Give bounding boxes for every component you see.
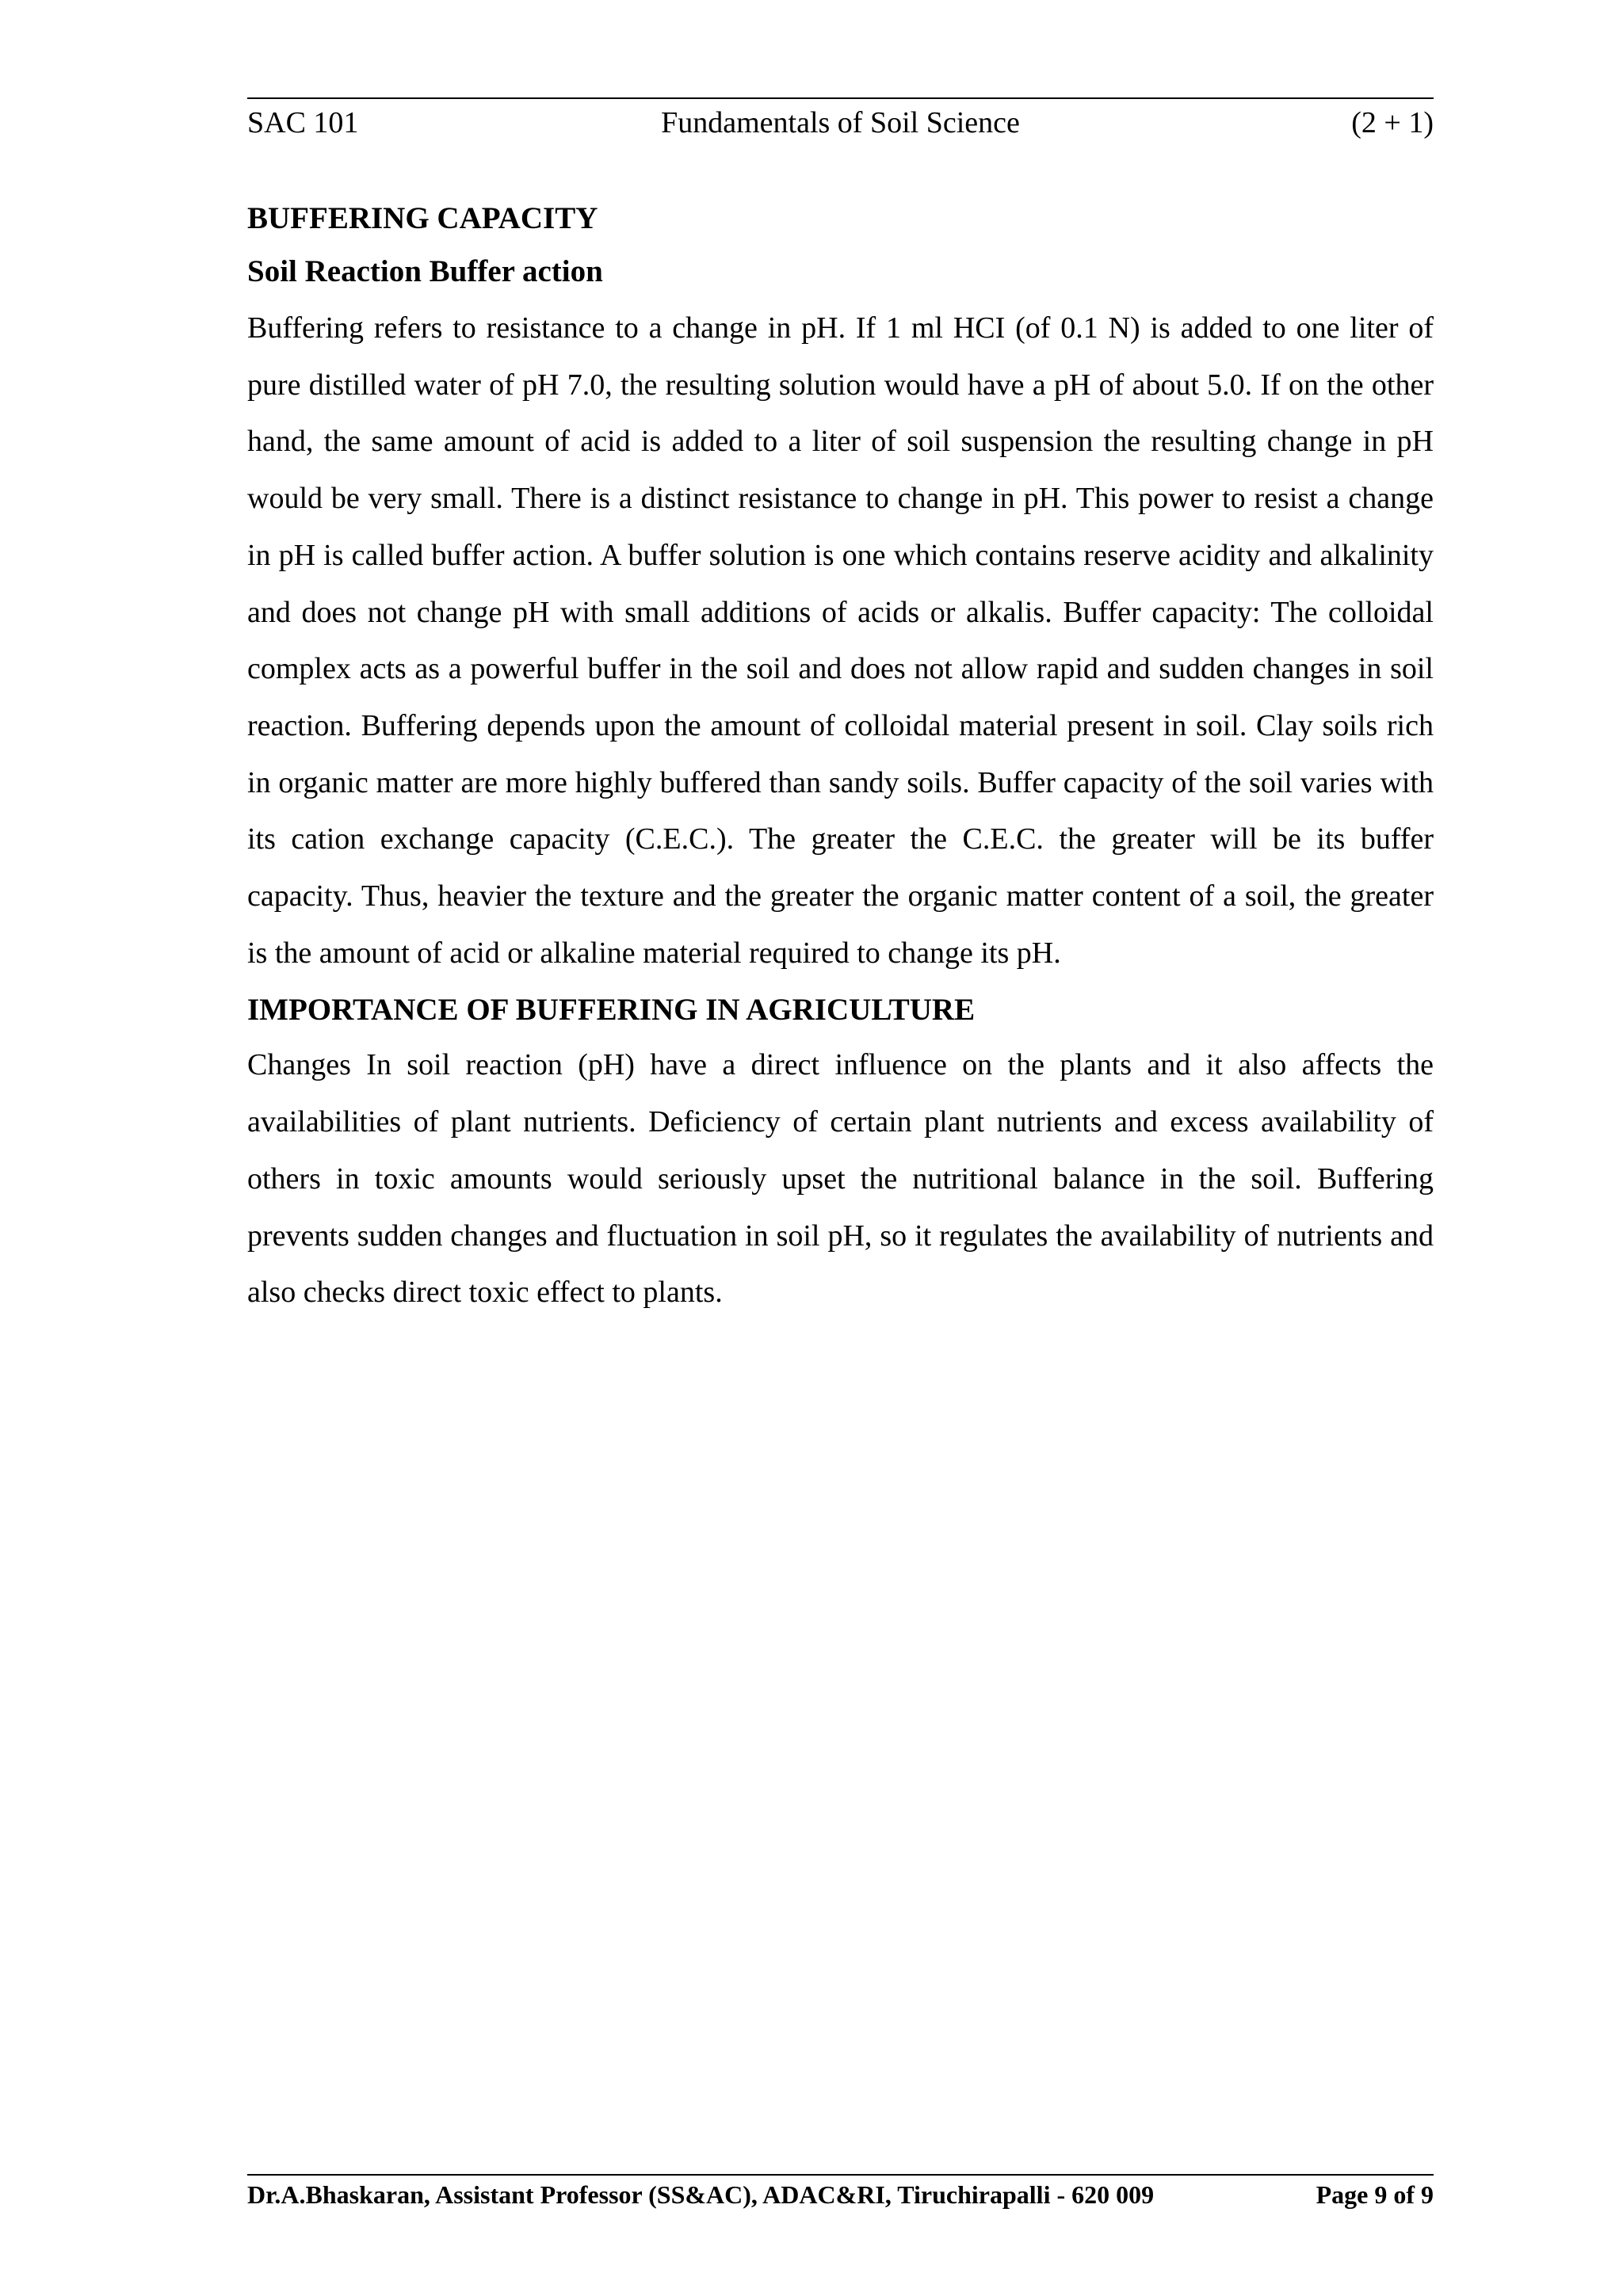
course-title: Fundamentals of Soil Science	[661, 106, 1020, 139]
section-subheading: Soil Reaction Buffer action	[247, 254, 603, 288]
section-heading: BUFFERING CAPACITY	[247, 201, 598, 235]
document-page	[247, 0, 1434, 2296]
section-heading-2: IMPORTANCE OF BUFFERING IN AGRICULTURE	[247, 993, 976, 1028]
footer-author: Dr.A.Bhaskaran, Assistant Professor (SS&AC), ADAC&RI, Tiruchirapalli - 620 009	[247, 2180, 1155, 2209]
course-credits: (2 + 1)	[1351, 106, 1434, 139]
header-rule	[247, 97, 1434, 99]
page-header	[247, 103, 1434, 143]
page-footer	[247, 2177, 1434, 2212]
course-code: SAC 101	[247, 106, 359, 139]
body-paragraph-2: Changes In soil reaction (pH) have a direct influence on the plants and it also affects the availabilities of plant nutrients. Deficiency of certain plant nutrients and excess availability of others in toxic amounts would seriously upset the nutritional balance in the soil. Buffering prevents sudden changes and fluctuation in soil pH, so it regulates the availability of nutrients and also checks direct toxic effect to plants.	[247, 1048, 1434, 1310]
page-content	[247, 194, 1434, 1322]
body-paragraph-1: Buffering refers to resistance to a change in pH. If 1 ml HCI (of 0.1 N) is added to one liter of pure distilled water of pH 7.0, the resulting solution would have a pH of about 5.0. If on the other hand, the same amount of acid is added to a liter of soil suspension the resulting change in pH would be very small. There is a distinct resistance to change in pH. This power to resist a change in pH is called buffer action. A buffer solution is one which contains reserve acidity and alkalinity and does not change pH with small additions of acids or alkalis. Buffer capacity: The colloidal complex acts as a powerful buffer in the soil and does not allow rapid and sudden changes in soil reaction. Buffering depends upon the amount of colloidal material present in soil. Clay soils rich in organic matter are more highly buffered than sandy soils. Buffer capacity of the soil varies with its cation exchange capacity (C.E.C.). The greater the C.E.C. the greater will be its buffer capacity. Thus, heavier the texture and the greater the organic matter content of a soil, the greater is the amount of acid or alkaline material required to change its pH.	[247, 311, 1434, 970]
footer-rule	[247, 2174, 1434, 2176]
page-number: Page 9 of 9	[1316, 2180, 1434, 2209]
